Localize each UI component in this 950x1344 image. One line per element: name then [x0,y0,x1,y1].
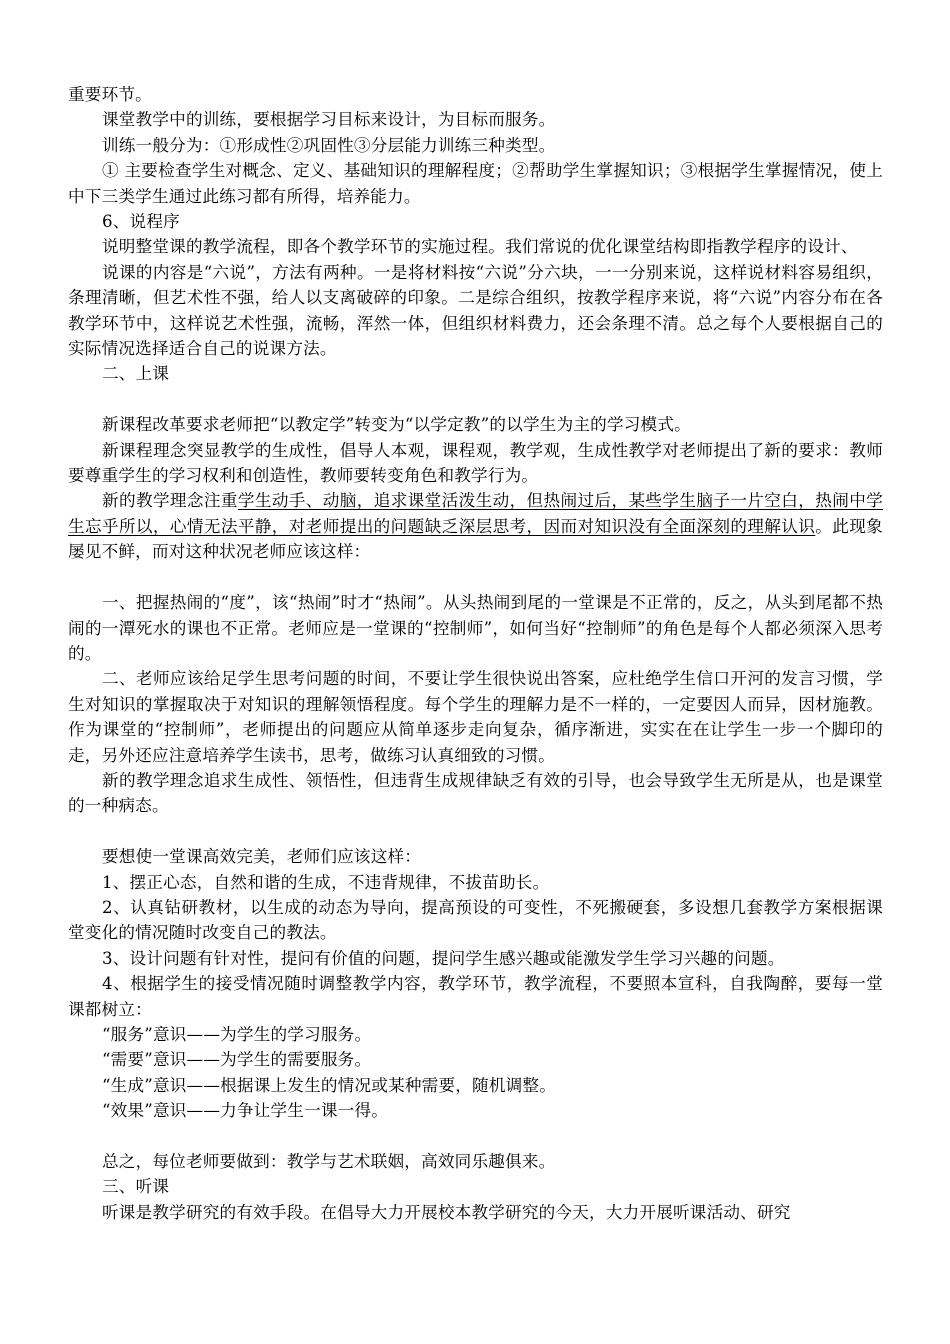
awareness-need: “需要”意识——为学生的需要服务。 [102,1050,372,1070]
paragraph-important-link: 重要环节。 [68,85,152,104]
paragraph-training-design: 课堂教学中的训练，要根据学习目标来设计，为目标而服务。 [102,110,556,130]
paragraph-six-points-methods: 说课的内容是“六说”，方法有两种。一是将材料按“六说”分六块，一一分别来说，这样说材料容易组织，条理清晰，但艺术性不强，给人以支离破碎的印象。二是综合组织，按教学程序来说，将“六说”内容分布在各教学环节中，这样说艺术性强，流畅，浑然一体，但组织材料费力，还会条理不清。总之每个人要根据自己的实际情况选择适合自己的说课方法。 [68,262,883,359]
blank-line [68,819,883,844]
document-page [68,82,883,1225]
blank-line [68,387,883,412]
list-item-design-questions: 3、设计问题有针对性，提问有价值的问题，提问学生感兴趣或能激发学生学习兴趣的问题。 [102,948,785,968]
paragraph-new-concept [68,488,883,564]
blank-line [68,1124,883,1149]
awareness-generation: “生成”意识——根据课上发生的情况或某种需要，随机调整。 [102,1075,557,1095]
paragraph-training-types: 训练一般分为：①形成性②巩固性③分层能力训练三种类型。 [102,135,556,155]
awareness-effect: “效果”意识——力争让学生一课一得。 [102,1101,389,1121]
underlined-emphasis-text: 学生动手、动脑，追求课堂活泼生动，但热闹过后，某些学生脑子一片空白，热闹中学生忘乎所以，心情无法平静，对老师提出的问题缺乏深层思考，因而对知识没有全面深刻的理解认识 [68,491,883,536]
list-item-mindset: 1、摆正心态，自然和谐的生成，不违背规律，不拔苗助长。 [102,872,550,892]
paragraph-new-concept-lead: 新的教学理念注重 [102,491,238,511]
paragraph-efficient-class-intro: 要想使一堂课高效完美，老师们应该这样： [102,847,422,867]
paragraph-reform-requirement: 新课程改革要求老师把“以教定学”转变为“以学定教”的以学生为主的学习模式。 [102,415,691,435]
paragraph-procedure-description: 说明整堂课的教学流程，即各个教学环节的实施过程。我们常说的优化课堂结构即指教学程序的设计、 [102,237,858,257]
paragraph-observation-intro: 听课是教学研究的有效手段。在倡导大力开展校本教学研究的今天，大力开展听课活动、研究 [102,1202,791,1222]
blank-line [68,565,883,590]
section-heading-observation: 三、听课 [102,1177,170,1197]
list-item-adjust-content: 4、根据学生的接受情况随时调整教学内容，教学环节，教学流程，不要照本宣科，自我陶醉，要每一堂课都树立： [68,974,883,1019]
paragraph-point-one: 一、把握热闹的“度”，该“热闹”时才“热闹”。从头热闹到尾的一堂课是不正常的，反之，从头到尾都不热闹的一潭死水的课也不正常。老师应是一堂课的“控制师”，如何当好“控制师”的角色是每个人都必须深入思考的。 [68,593,883,663]
paragraph-point-two: 二、老师应该给足学生思考问题的时间，不要让学生很快说出答案，应杜绝学生信口开河的发言习惯，学生对知识的掌握取决于对知识的理解领悟程度。每个学生的理解力是不一样的，一定要因人而异，因材施教。作为课堂的“控制师”，老师提出的问题应从简单逐步走向复杂，循序渐进，实实在在让学生一步一个脚印的走，另外还应注意培养学生读书，思考，做练习认真细致的习惯。 [68,669,883,765]
section-heading-procedure: 6、说程序 [102,212,180,232]
paragraph-generative-pathology: 新的教学理念追求生成性、领悟性，但违背生成规律缺乏有效的引导，也会导致学生无所是从，也是课堂的一种病态。 [68,770,883,816]
paragraph-generative-teaching: 新课程理念突显教学的生成性，倡导人本观，课程观，教学观，生成性教学对老师提出了新的要求：教师要尊重学生的学习权利和创造性，教师要转变角色和教学行为。 [68,440,883,486]
awareness-service: “服务”意识——为学生的学习服务。 [102,1024,372,1044]
paragraph-summary: 总之，每位老师要做到：教学与艺术联姻，高效同乐趣俱来。 [102,1152,556,1171]
paragraph-new-concept-tail: 。此现象屡见不鲜，而对这种状况老师应该这样： [68,516,883,562]
list-item-study-materials: 2、认真钻研教材，以生成的动态为导向，提高预设的可变性，不死搬硬套，多设想几套教学方案根据课堂变化的情况随时改变自己的教法。 [68,897,883,943]
section-heading-teaching: 二、上课 [102,364,170,384]
paragraph-training-details: ① 主要检查学生对概念、定义、基础知识的理解程度；②帮助学生掌握知识；③根据学生掌握情况，使上中下三类学生通过此练习都有所得，培养能力。 [68,161,883,206]
